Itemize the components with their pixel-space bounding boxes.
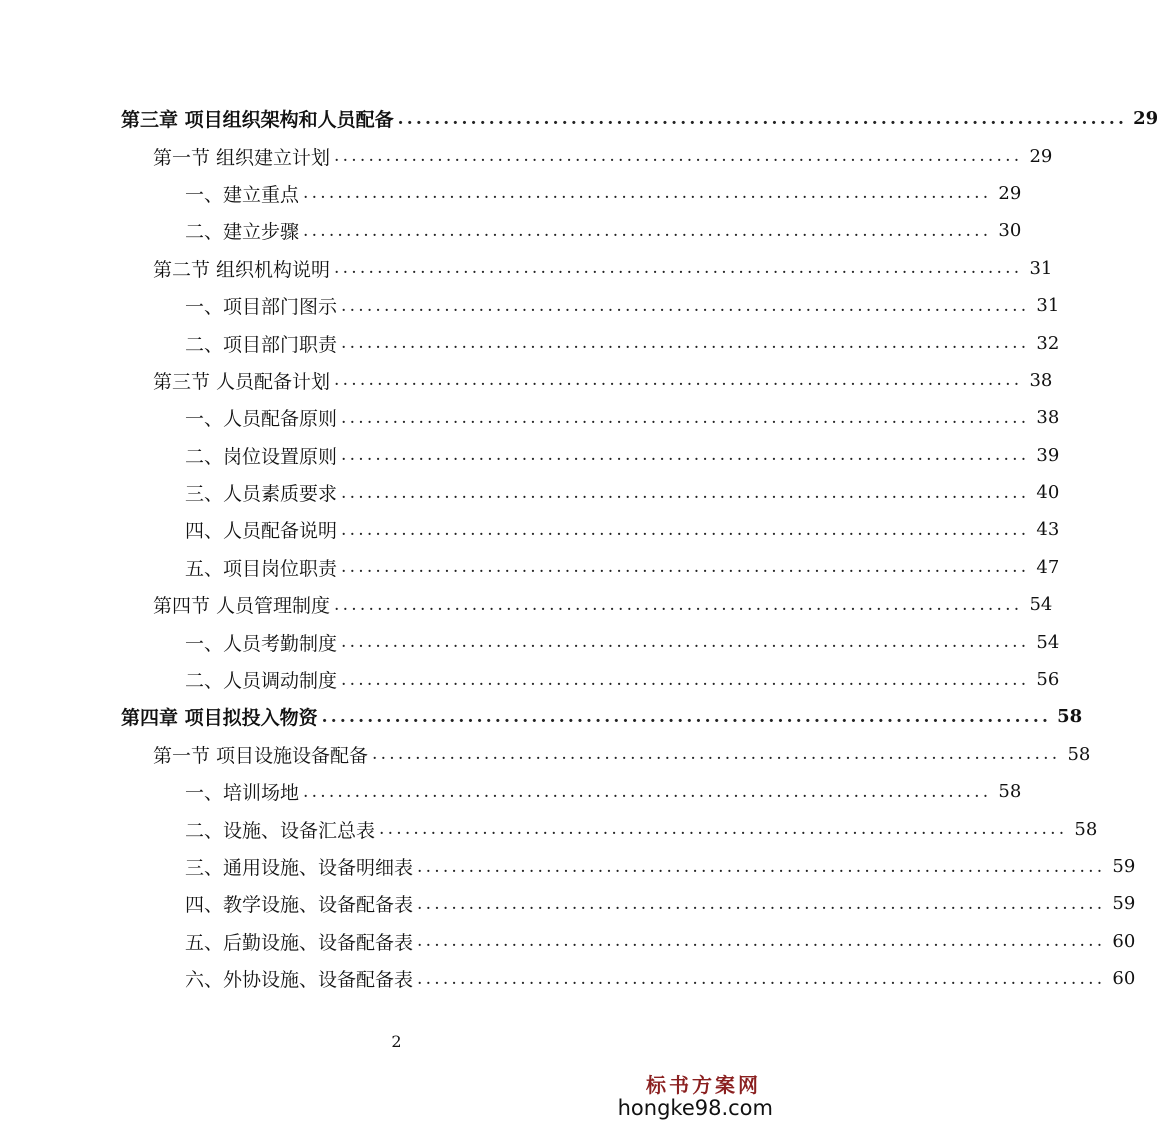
toc-entry-section[interactable] bbox=[0, 586, 1053, 623]
toc-entry-item[interactable] bbox=[0, 923, 1136, 960]
toc-leader-dots: ................................................................................ bbox=[341, 407, 1030, 428]
toc-entry-item[interactable] bbox=[0, 848, 1136, 885]
toc-entry-item[interactable] bbox=[0, 287, 1060, 324]
toc-entry-title: 一、培训场地 bbox=[185, 782, 300, 805]
toc-entry-title: 第四节 人员管理制度 bbox=[153, 595, 331, 618]
toc-entry-chapter[interactable] bbox=[0, 698, 1083, 735]
toc-leader-dots: ................................................................................ bbox=[341, 632, 1030, 653]
toc-entry-page: 38 bbox=[1029, 369, 1053, 391]
toc-entry-page: 40 bbox=[1036, 482, 1060, 504]
toc-entry-page: 30 bbox=[998, 220, 1022, 242]
toc-entry-title: 第一节 项目设施设备配备 bbox=[153, 744, 369, 767]
toc-entry-page: 59 bbox=[1112, 893, 1136, 915]
toc-leader-dots: ................................................................................ bbox=[417, 856, 1106, 877]
toc-entry-item[interactable] bbox=[0, 212, 1022, 249]
toc-leader-dots: ................................................................................ bbox=[303, 781, 992, 802]
toc-entry-page: 59 bbox=[1112, 856, 1136, 877]
toc-entry-title: 二、岗位设置原则 bbox=[185, 445, 338, 468]
toc-entry-item[interactable] bbox=[0, 960, 1136, 997]
toc-leader-dots: ................................................................................ bbox=[379, 819, 1068, 840]
toc-entry-title: 一、建立重点 bbox=[185, 183, 300, 206]
watermark bbox=[618, 1069, 773, 1120]
table-of-contents bbox=[0, 100, 1158, 997]
toc-entry-item[interactable] bbox=[0, 437, 1060, 474]
toc-entry-page: 32 bbox=[1036, 332, 1060, 354]
toc-entry-page: 29 bbox=[1133, 108, 1158, 130]
toc-entry-title: 二、设施、设备汇总表 bbox=[185, 819, 376, 842]
toc-entry-page: 58 bbox=[1074, 818, 1098, 840]
toc-entry-title: 四、人员配备说明 bbox=[185, 520, 338, 543]
toc-leader-dots: ................................................................................ bbox=[334, 370, 1023, 391]
toc-entry-title: 第四章 项目拟投入物资 bbox=[121, 707, 318, 730]
toc-entry-page: 29 bbox=[1029, 145, 1053, 167]
toc-entry-page: 39 bbox=[1036, 444, 1060, 466]
toc-entry-title: 二、人员调动制度 bbox=[185, 670, 338, 693]
toc-entry-section[interactable] bbox=[0, 362, 1053, 399]
toc-entry-title: 二、建立步骤 bbox=[185, 221, 300, 244]
toc-entry-title: 第三节 人员配备计划 bbox=[153, 370, 331, 393]
toc-entry-chapter[interactable] bbox=[0, 100, 1158, 137]
toc-entry-section[interactable] bbox=[0, 736, 1091, 773]
toc-entry-item[interactable] bbox=[0, 511, 1060, 548]
toc-entry-item[interactable] bbox=[0, 324, 1060, 361]
toc-leader-dots: ................................................................................ bbox=[341, 669, 1030, 690]
toc-entry-item[interactable] bbox=[0, 661, 1060, 698]
page-number: 2 bbox=[391, 1032, 402, 1051]
toc-entry-page: 47 bbox=[1036, 556, 1060, 578]
toc-leader-dots: ................................................................................ bbox=[341, 519, 1030, 540]
toc-entry-page: 58 bbox=[1057, 706, 1083, 728]
toc-entry-page: 54 bbox=[1029, 594, 1053, 616]
toc-entry-item[interactable] bbox=[0, 474, 1060, 511]
toc-entry-title: 第三章 项目组织架构和人员配备 bbox=[121, 109, 394, 132]
toc-leader-dots: ................................................................................ bbox=[372, 744, 1061, 765]
toc-entry-page: 31 bbox=[1036, 295, 1060, 317]
toc-entry-section[interactable] bbox=[0, 250, 1053, 287]
watermark-url: hongke98.com bbox=[617, 1096, 773, 1120]
toc-entry-item[interactable] bbox=[0, 810, 1098, 847]
toc-leader-dots: ................................................................................ bbox=[341, 482, 1030, 503]
toc-leader-dots: ................................................................................ bbox=[334, 594, 1023, 615]
toc-leader-dots: ................................................................................ bbox=[321, 706, 1052, 727]
toc-entry-item[interactable] bbox=[0, 399, 1060, 436]
toc-entry-title: 六、外协设施、设备配备表 bbox=[185, 969, 414, 992]
toc-entry-page: 60 bbox=[1112, 968, 1136, 990]
toc-leader-dots: ................................................................................ bbox=[334, 146, 1023, 167]
toc-entry-page: 38 bbox=[1036, 407, 1060, 429]
toc-entry-page: 56 bbox=[1036, 669, 1060, 691]
toc-leader-dots: ................................................................................ bbox=[417, 968, 1106, 989]
toc-leader-dots: ................................................................................ bbox=[341, 557, 1030, 578]
toc-leader-dots: ................................................................................ bbox=[341, 295, 1030, 316]
toc-entry-page: 31 bbox=[1029, 257, 1053, 279]
toc-entry-title: 第一节 组织建立计划 bbox=[153, 146, 331, 169]
toc-leader-dots: ................................................................................ bbox=[303, 220, 992, 241]
toc-entry-page: 58 bbox=[998, 781, 1022, 803]
toc-entry-page: 54 bbox=[1036, 631, 1060, 653]
toc-entry-page: 29 bbox=[998, 182, 1022, 204]
toc-leader-dots: ................................................................................ bbox=[334, 258, 1023, 279]
toc-entry-page: 43 bbox=[1036, 519, 1060, 541]
toc-entry-title: 五、项目岗位职责 bbox=[185, 557, 338, 580]
toc-entry-item[interactable] bbox=[0, 773, 1022, 810]
toc-entry-page: 58 bbox=[1067, 743, 1091, 765]
toc-entry-title: 三、人员素质要求 bbox=[185, 483, 338, 506]
toc-entry-section[interactable] bbox=[0, 137, 1053, 174]
toc-entry-title: 二、项目部门职责 bbox=[185, 333, 338, 356]
toc-leader-dots: ................................................................................ bbox=[341, 333, 1030, 354]
toc-leader-dots: ................................................................................ bbox=[341, 445, 1030, 466]
toc-entry-title: 第二节 组织机构说明 bbox=[153, 258, 331, 281]
toc-entry-title: 一、项目部门图示 bbox=[185, 296, 338, 319]
toc-entry-title: 三、通用设施、设备明细表 bbox=[185, 857, 414, 879]
toc-leader-dots: ................................................................................ bbox=[417, 931, 1106, 952]
toc-entry-title: 四、教学设施、设备配备表 bbox=[185, 894, 414, 917]
toc-entry-item[interactable] bbox=[0, 549, 1060, 586]
toc-leader-dots: ................................................................................ bbox=[303, 183, 992, 204]
toc-entry-item[interactable] bbox=[0, 623, 1060, 660]
watermark-brand: 标书方案网 bbox=[646, 1073, 761, 1097]
toc-entry-title: 一、人员配备原则 bbox=[185, 408, 338, 431]
toc-entry-item[interactable] bbox=[0, 175, 1022, 212]
toc-leader-dots: ................................................................................ bbox=[417, 893, 1106, 914]
toc-entry-title: 一、人员考勤制度 bbox=[185, 632, 338, 655]
toc-entry-title: 五、后勤设施、设备配备表 bbox=[185, 931, 414, 954]
toc-leader-dots: ................................................................................ bbox=[397, 108, 1128, 129]
toc-entry-item[interactable] bbox=[0, 885, 1136, 922]
toc-entry-page: 60 bbox=[1112, 930, 1136, 952]
